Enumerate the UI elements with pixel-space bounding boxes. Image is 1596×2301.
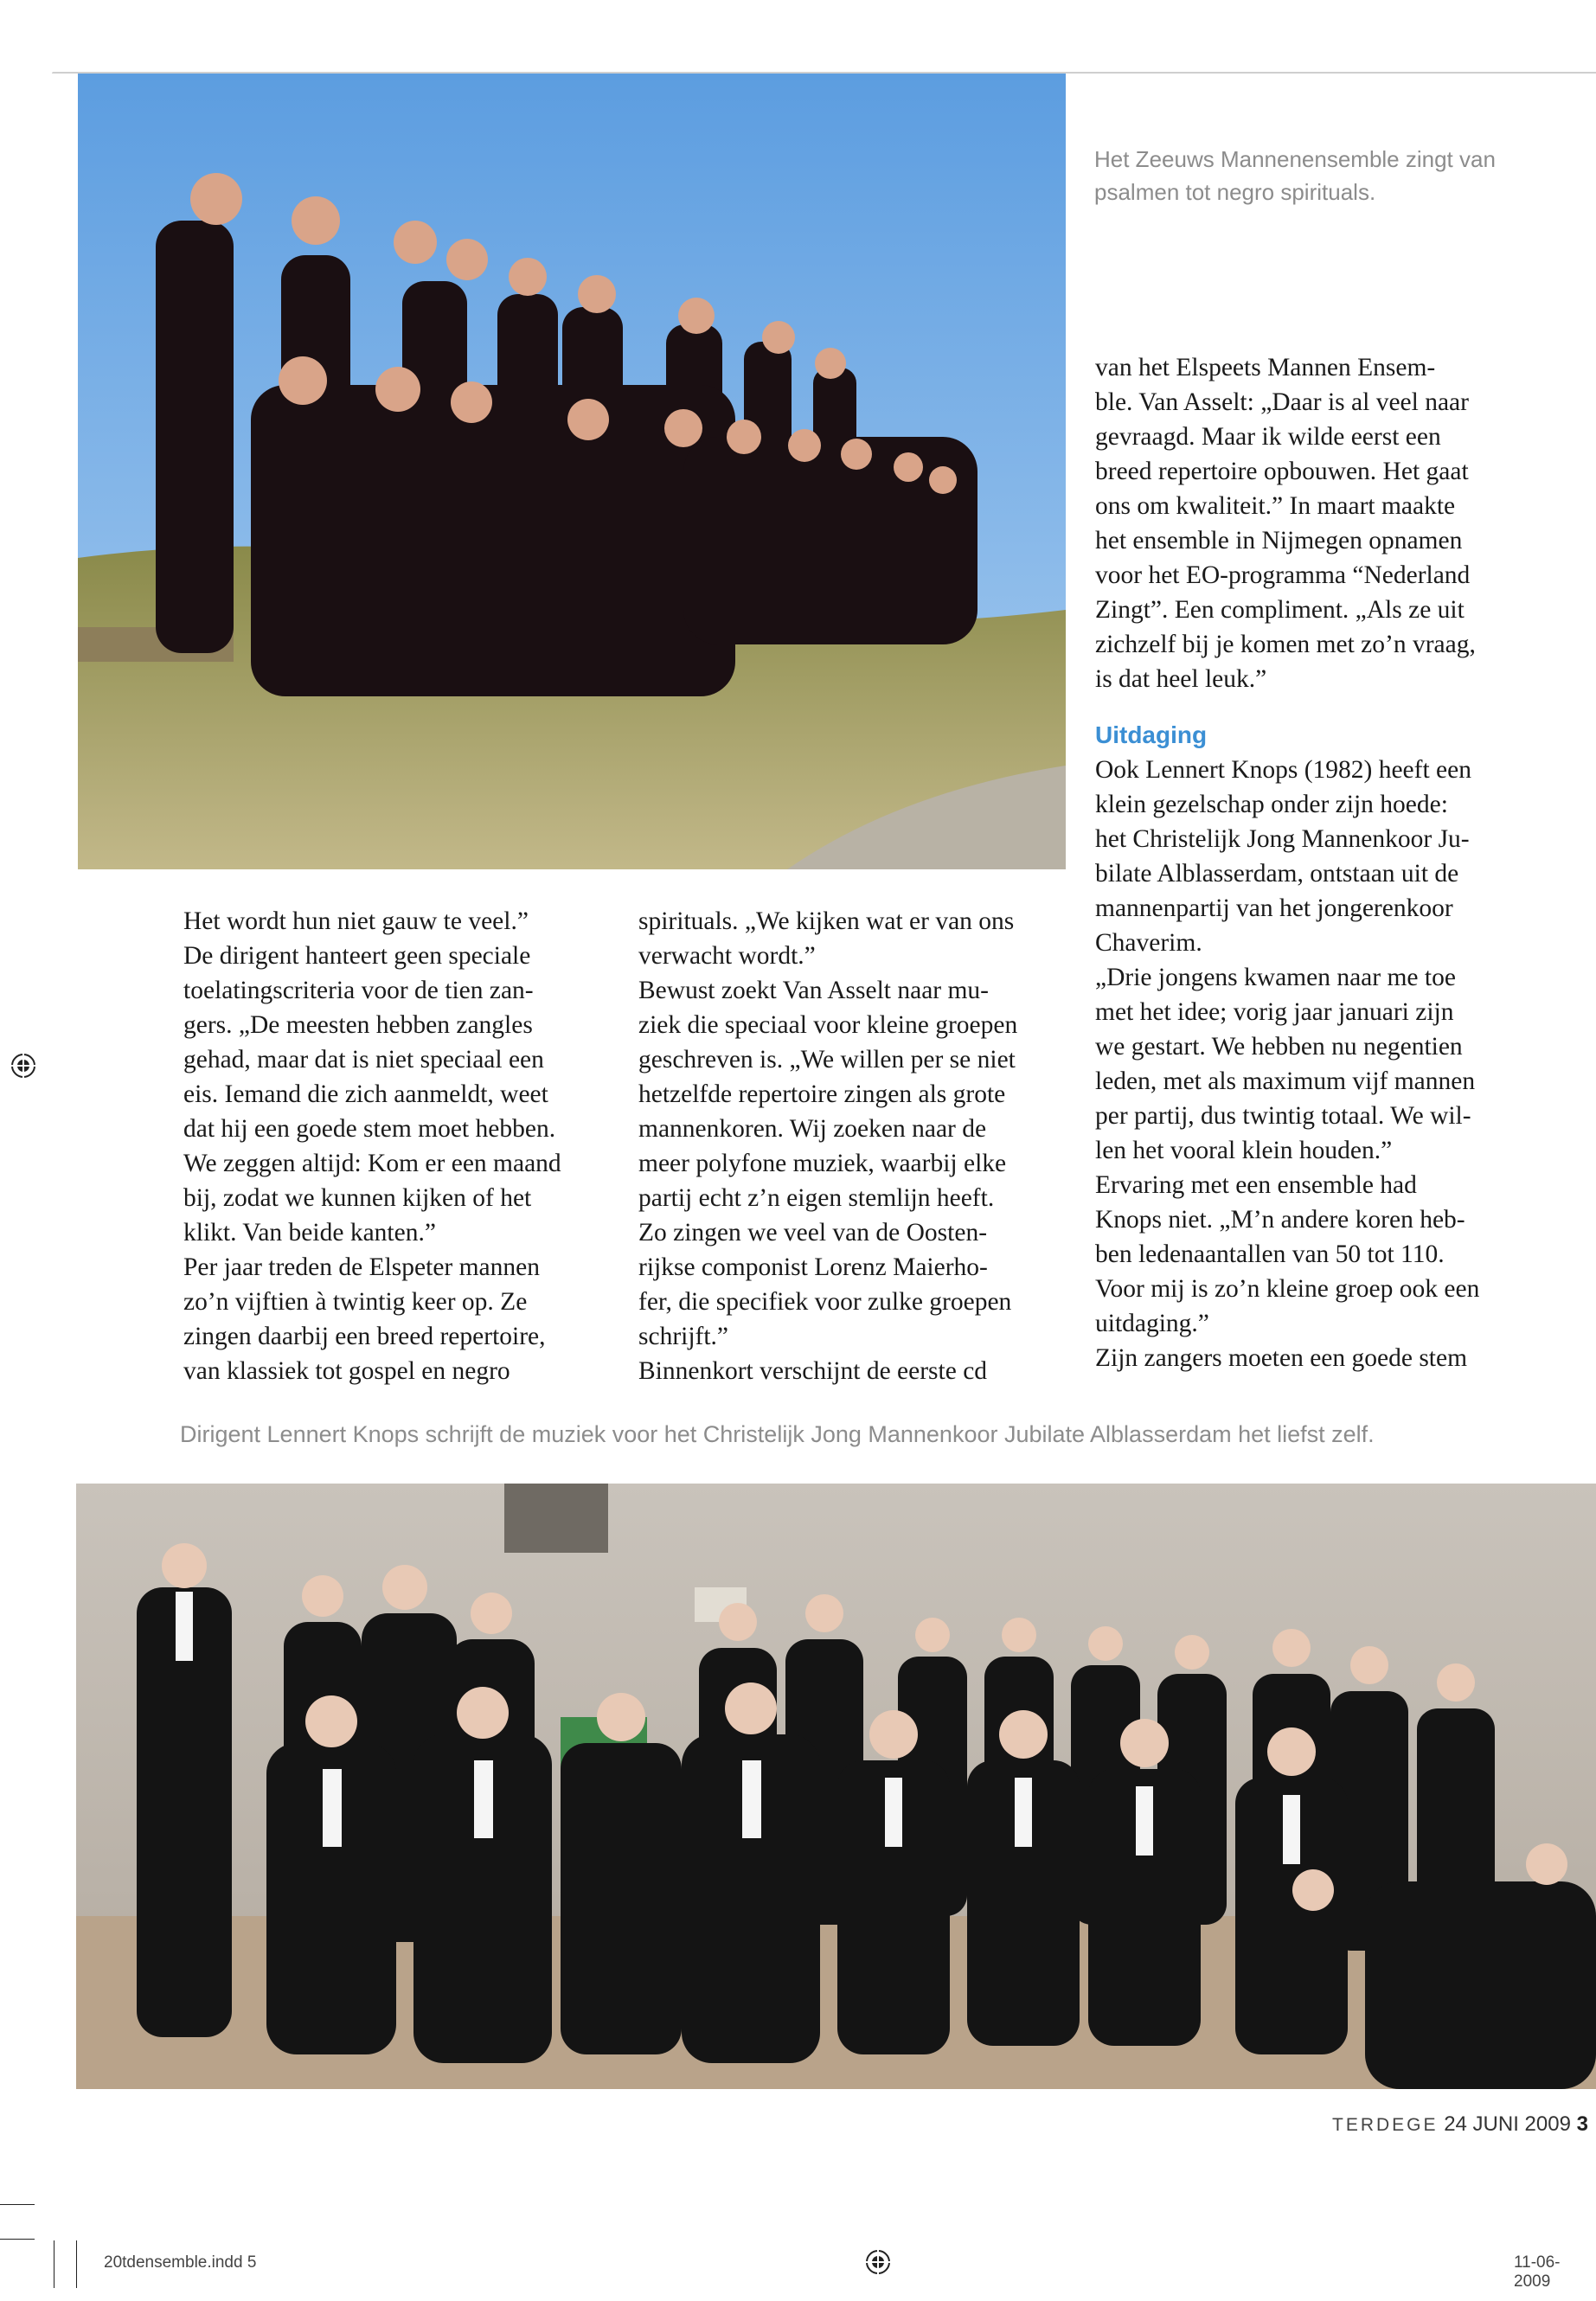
text-line: ben ledenaantallen van 50 tot 110. bbox=[1095, 1240, 1445, 1268]
text-line: ons om kwaliteit.” In maart maakte bbox=[1095, 492, 1456, 520]
text-line: rijkse componist Lorenz Maierho- bbox=[638, 1253, 988, 1281]
text-line: van het Elspeets Mannen Ensem- bbox=[1095, 354, 1436, 381]
text-line: zo’n vijftien à twintig keer op. Ze bbox=[183, 1288, 528, 1316]
text-line: meer polyfone muziek, waarbij elke bbox=[638, 1150, 1007, 1177]
article-column-3 bbox=[1095, 350, 1479, 1375]
text-line: gers. „De meesten hebben zangles bbox=[183, 1011, 533, 1039]
text-line: „Drie jongens kwamen naar me toe bbox=[1095, 964, 1456, 991]
photo-caption-top: Het Zeeuws Mannenensemble zingt van psalmen tot negro spirituals. bbox=[1094, 146, 1496, 205]
text-line: ble. Van Asselt: „Daar is al veel naar bbox=[1095, 388, 1469, 416]
page-number: 3 bbox=[1576, 2112, 1588, 2136]
text-line: Ook Lennert Knops (1982) heeft een bbox=[1095, 756, 1471, 784]
text-line: Per jaar treden de Elspeter mannen bbox=[183, 1253, 540, 1281]
text-line: bilate Alblasserdam, ontstaan uit de bbox=[1095, 860, 1459, 888]
text-line: zichzelf bij je komen met zo’n vraag, bbox=[1095, 631, 1476, 658]
text-line: We zeggen altijd: Kom er een maand bbox=[183, 1150, 561, 1177]
text-line: fer, die specifiek voor zulke groepen bbox=[638, 1288, 1012, 1316]
text-line: Bewust zoekt Van Asselt naar mu- bbox=[638, 977, 990, 1004]
text-line: De dirigent hanteert geen speciale bbox=[183, 942, 531, 970]
article-column-1 bbox=[183, 904, 561, 1388]
text-line: met het idee; vorig jaar januari zijn bbox=[1095, 998, 1454, 1026]
text-line: Binnenkort verschijnt de eerste cd bbox=[638, 1357, 988, 1385]
text-line: gehad, maar dat is niet speciaal een bbox=[183, 1046, 544, 1074]
text-line: toelatingscriteria voor de tien zan- bbox=[183, 977, 534, 1004]
text-line: Zijn zangers moeten een goede stem bbox=[1095, 1344, 1468, 1372]
crop-mark bbox=[0, 2204, 35, 2205]
magazine-name: TERDEGE bbox=[1332, 2115, 1439, 2135]
text-line: schrijft.” bbox=[638, 1323, 729, 1350]
text-line: geschreven is. „We willen per se niet bbox=[638, 1046, 1016, 1074]
text-line: dat hij een goede stem moet hebben. bbox=[183, 1115, 556, 1143]
crop-mark bbox=[0, 2239, 35, 2240]
text-line: voor het EO-programma “Nederland bbox=[1095, 561, 1471, 589]
issue-date: 24 JUNI 2009 bbox=[1444, 2112, 1571, 2136]
text-line: het ensemble in Nijmegen opnamen bbox=[1095, 527, 1463, 554]
text-line: len het vooral klein houden.” bbox=[1095, 1137, 1393, 1164]
text-line: Knops niet. „M’n andere koren heb- bbox=[1095, 1206, 1465, 1234]
text-line: Voor mij is zo’n kleine groep ook een bbox=[1095, 1275, 1480, 1303]
text-line: per partij, dus twintig totaal. We wil- bbox=[1095, 1102, 1471, 1130]
photo-caption-bottom: Dirigent Lennert Knops schrijft de muziek voor het Christelijk Jong Mannenkoor Jubilate Alblasserdam het liefst zelf. bbox=[180, 1421, 1375, 1447]
text-line: zingen daarbij een breed repertoire, bbox=[183, 1323, 546, 1350]
text-line: leden, met als maximum vijf mannen bbox=[1095, 1067, 1476, 1095]
text-line: verwacht wordt.” bbox=[638, 942, 816, 970]
slug-filename: 20tdensemble.indd 5 bbox=[104, 2253, 257, 2272]
section-heading: Uitdaging bbox=[1095, 721, 1208, 748]
registration-mark-icon bbox=[9, 1051, 38, 1085]
text-line: van klassiek tot gospel en negro bbox=[183, 1357, 510, 1385]
text-line: bij, zodat we kunnen kijken of het bbox=[183, 1184, 532, 1212]
text-line: breed repertoire opbouwen. Het gaat bbox=[1095, 458, 1469, 485]
text-line: mannenkoren. Wij zoeken naar de bbox=[638, 1115, 987, 1143]
text-line: Zo zingen we veel van de Oosten- bbox=[638, 1219, 988, 1247]
text-line: eis. Iemand die zich aanmeldt, weet bbox=[183, 1080, 548, 1108]
article-column-2 bbox=[638, 904, 1017, 1388]
text-line: is dat heel leuk.” bbox=[1095, 665, 1267, 693]
text-line: mannenpartij van het jongerenkoor bbox=[1095, 894, 1453, 922]
text-line: Zingt”. Een compliment. „Als ze uit bbox=[1095, 596, 1465, 624]
magazine-footer bbox=[1332, 2112, 1588, 2137]
text-line: Het wordt hun niet gauw te veel.” bbox=[183, 907, 529, 935]
text-line: we gestart. We hebben nu negentien bbox=[1095, 1033, 1463, 1061]
text-line: klikt. Van beide kanten.” bbox=[183, 1219, 436, 1247]
text-line: ziek die speciaal voor kleine groepen bbox=[638, 1011, 1018, 1039]
text-line: spirituals. „We kijken wat er van ons bbox=[638, 907, 1015, 935]
ensemble-photo-dune bbox=[78, 74, 1066, 869]
text-line: Ervaring met een ensemble had bbox=[1095, 1171, 1417, 1199]
choir-photo-church bbox=[76, 1484, 1596, 2089]
slug-date: 11-06-2009 bbox=[1514, 2253, 1561, 2291]
text-line: klein gezelschap onder zijn hoede: bbox=[1095, 791, 1448, 818]
text-line: het Christelijk Jong Mannenkoor Ju- bbox=[1095, 825, 1470, 853]
text-line: partij echt z’n eigen stemlijn heeft. bbox=[638, 1184, 995, 1212]
crop-mark bbox=[76, 2240, 77, 2288]
registration-mark-icon bbox=[863, 2247, 893, 2281]
text-line: gevraagd. Maar ik wilde eerst een bbox=[1095, 423, 1441, 451]
text-line: uitdaging.” bbox=[1095, 1310, 1209, 1337]
text-line: Chaverim. bbox=[1095, 929, 1202, 957]
text-line: hetzelfde repertoire zingen als grote bbox=[638, 1080, 1006, 1108]
